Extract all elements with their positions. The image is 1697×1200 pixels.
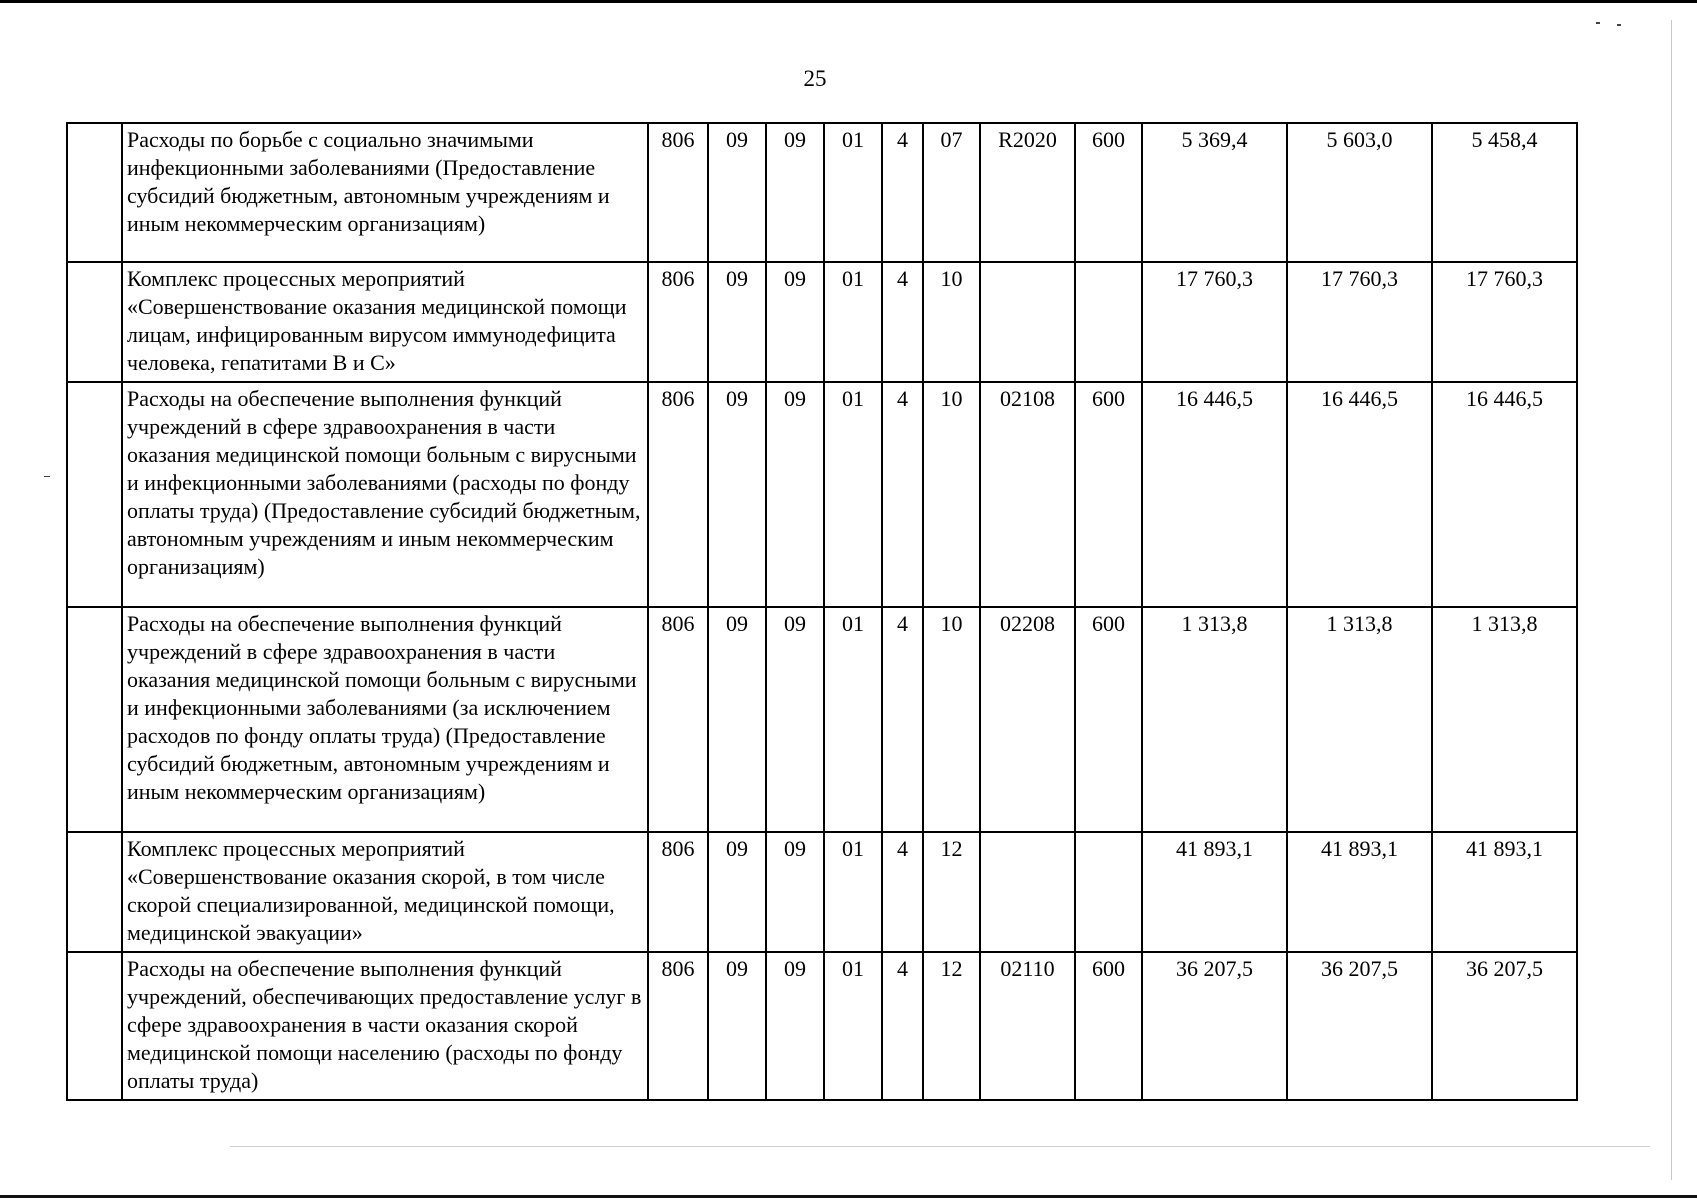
direction-code-cell <box>980 262 1075 382</box>
expense-type-code-cell: 600 <box>1075 123 1142 262</box>
scan-speck <box>1617 24 1621 26</box>
amount-year-3-cell: 1 313,8 <box>1432 607 1577 832</box>
expense-type-code-cell <box>1075 262 1142 382</box>
row-index-cell <box>67 123 122 262</box>
amount-year-2-cell: 41 893,1 <box>1287 832 1432 952</box>
description-cell: Комплекс процессных мероприятий «Совершенствование оказания медицинской помощи лицам, инфицированным вирусом иммунодефицита человека, гепатитами В и С» <box>122 262 648 382</box>
subprogram-code-cell: 10 <box>923 382 980 607</box>
subsection-code-cell: 09 <box>766 952 824 1100</box>
amount-year-2-cell: 16 446,5 <box>1287 382 1432 607</box>
ministry-code-cell: 806 <box>648 382 708 607</box>
expense-type-code-cell: 600 <box>1075 952 1142 1100</box>
scan-speck <box>1596 22 1600 24</box>
amount-year-2-cell: 5 603,0 <box>1287 123 1432 262</box>
scan-bottom-edge <box>0 1195 1697 1198</box>
amount-year-1-cell: 1 313,8 <box>1142 607 1287 832</box>
section-code-cell: 09 <box>708 952 766 1100</box>
amount-year-3-cell: 16 446,5 <box>1432 382 1577 607</box>
program-type-code-cell: 4 <box>882 952 923 1100</box>
section-code-cell: 09 <box>708 123 766 262</box>
subprogram-code-cell: 07 <box>923 123 980 262</box>
program-code-cell: 01 <box>824 123 882 262</box>
expense-type-code-cell: 600 <box>1075 607 1142 832</box>
amount-year-1-cell: 36 207,5 <box>1142 952 1287 1100</box>
scan-speck <box>44 476 50 477</box>
amount-year-2-cell: 1 313,8 <box>1287 607 1432 832</box>
program-type-code-cell: 4 <box>882 123 923 262</box>
description-cell: Расходы на обеспечение выполнения функций учреждений, обеспечивающих предоставление услуг в сфере здравоохранения в части оказания скорой медицинской помощи населению (расходы по фонду оплаты труда) <box>122 952 648 1100</box>
subprogram-code-cell: 12 <box>923 832 980 952</box>
amount-year-3-cell: 41 893,1 <box>1432 832 1577 952</box>
table-row <box>67 607 1577 832</box>
table-row <box>67 123 1577 262</box>
direction-code-cell: 02110 <box>980 952 1075 1100</box>
ministry-code-cell: 806 <box>648 123 708 262</box>
row-index-cell <box>67 607 122 832</box>
section-code-cell: 09 <box>708 382 766 607</box>
scan-right-edge <box>1671 20 1672 1180</box>
section-code-cell: 09 <box>708 607 766 832</box>
amount-year-1-cell: 16 446,5 <box>1142 382 1287 607</box>
scan-top-edge <box>0 0 1697 3</box>
program-code-cell: 01 <box>824 382 882 607</box>
program-code-cell: 01 <box>824 832 882 952</box>
direction-code-cell: R2020 <box>980 123 1075 262</box>
row-index-cell <box>67 952 122 1100</box>
row-index-cell <box>67 382 122 607</box>
program-code-cell: 01 <box>824 262 882 382</box>
program-type-code-cell: 4 <box>882 262 923 382</box>
direction-code-cell <box>980 832 1075 952</box>
row-index-cell <box>67 262 122 382</box>
program-code-cell: 01 <box>824 607 882 832</box>
subprogram-code-cell: 10 <box>923 607 980 832</box>
section-code-cell: 09 <box>708 832 766 952</box>
scan-artifact-line <box>230 1146 1650 1147</box>
description-cell: Расходы на обеспечение выполнения функций учреждений в сфере здравоохранения в части оказания медицинской помощи больным с вирусными и инфекционными заболеваниями (расходы по фонду оплаты труда) (Предоставление субсидий бюджетным, автономным учреждениям и иным некоммерческим организациям) <box>122 382 648 607</box>
program-type-code-cell: 4 <box>882 607 923 832</box>
section-code-cell: 09 <box>708 262 766 382</box>
description-cell: Комплекс процессных мероприятий «Совершенствование оказания скорой, в том числе скорой специализированной, медицинской помощи, медицинской эвакуации» <box>122 832 648 952</box>
subprogram-code-cell: 12 <box>923 952 980 1100</box>
direction-code-cell: 02208 <box>980 607 1075 832</box>
amount-year-1-cell: 5 369,4 <box>1142 123 1287 262</box>
ministry-code-cell: 806 <box>648 607 708 832</box>
amount-year-2-cell: 17 760,3 <box>1287 262 1432 382</box>
description-cell: Расходы на обеспечение выполнения функций учреждений в сфере здравоохранения в части оказания медицинской помощи больным с вирусными и инфекционными заболеваниями (за исключением расходов по фонду оплаты труда) (Предоставление субсидий бюджетным, автономным учреждениям и иным некоммерческим организациям) <box>122 607 648 832</box>
program-code-cell: 01 <box>824 952 882 1100</box>
amount-year-3-cell: 5 458,4 <box>1432 123 1577 262</box>
expense-type-code-cell <box>1075 832 1142 952</box>
table-row <box>67 382 1577 607</box>
amount-year-3-cell: 36 207,5 <box>1432 952 1577 1100</box>
table-body <box>67 123 1577 1100</box>
table-row <box>67 262 1577 382</box>
amount-year-3-cell: 17 760,3 <box>1432 262 1577 382</box>
budget-table <box>66 122 1578 1101</box>
program-type-code-cell: 4 <box>882 832 923 952</box>
description-cell: Расходы по борьбе с социально значимыми инфекционными заболеваниями (Предоставление субсидий бюджетным, автономным учреждениям и иным некоммерческим организациям) <box>122 123 648 262</box>
subsection-code-cell: 09 <box>766 262 824 382</box>
amount-year-2-cell: 36 207,5 <box>1287 952 1432 1100</box>
amount-year-1-cell: 17 760,3 <box>1142 262 1287 382</box>
subprogram-code-cell: 10 <box>923 262 980 382</box>
table-row <box>67 952 1577 1100</box>
expense-type-code-cell: 600 <box>1075 382 1142 607</box>
program-type-code-cell: 4 <box>882 382 923 607</box>
ministry-code-cell: 806 <box>648 262 708 382</box>
ministry-code-cell: 806 <box>648 952 708 1100</box>
page-number: 25 <box>803 66 827 91</box>
ministry-code-cell: 806 <box>648 832 708 952</box>
row-index-cell <box>67 832 122 952</box>
subsection-code-cell: 09 <box>766 123 824 262</box>
direction-code-cell: 02108 <box>980 382 1075 607</box>
subsection-code-cell: 09 <box>766 382 824 607</box>
subsection-code-cell: 09 <box>766 607 824 832</box>
amount-year-1-cell: 41 893,1 <box>1142 832 1287 952</box>
subsection-code-cell: 09 <box>766 832 824 952</box>
table-row <box>67 832 1577 952</box>
